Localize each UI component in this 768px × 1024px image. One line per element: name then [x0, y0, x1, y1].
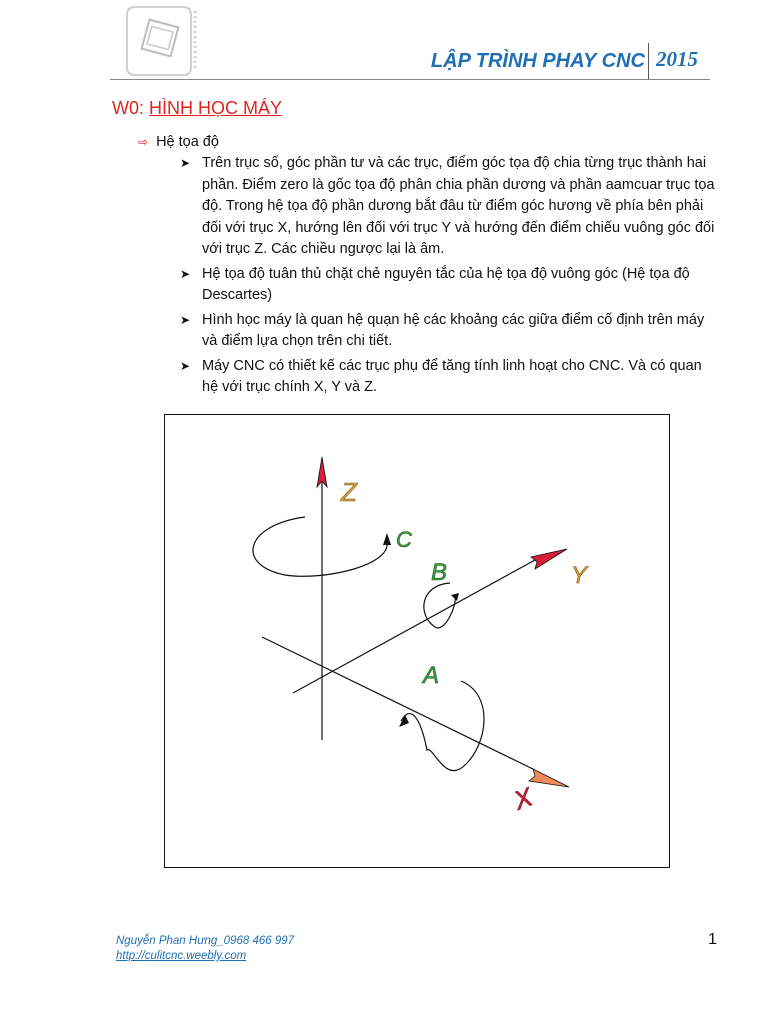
subheading-label: Hệ tọa độ [156, 134, 219, 150]
brand-logo [125, 5, 205, 77]
y-axis-label: Y [571, 562, 588, 589]
section-prefix: W0: [112, 98, 150, 118]
x-axis-arrowhead [529, 769, 569, 787]
x-axis-line [262, 637, 535, 770]
bullet-arrow-icon: ➤ [180, 156, 191, 170]
header-title: LẬP TRÌNH PHAY CNC [430, 50, 645, 72]
section-title [112, 98, 282, 119]
y-axis-arrowhead [531, 549, 567, 569]
footer-link[interactable]: http://culitcnc.weebly.com [116, 950, 247, 962]
header-divider [648, 43, 649, 80]
arrow-right-icon: ⇨ [138, 135, 149, 149]
section-heading: HÌNH HỌC MÁY [149, 98, 283, 118]
z-axis-label: Z [341, 477, 357, 507]
a-axis-label: A [423, 662, 440, 689]
list-item-text: Máy CNC có thiết kế các trục phụ để tăng tính linh hoạt cho CNC. Và có quan hệ với trục chính X, Y và Z. [202, 357, 702, 395]
list-item [180, 310, 720, 353]
machine-axes-figure [164, 414, 670, 868]
footer [116, 934, 294, 964]
list-item-text: Trên trục số, góc phần tư và các trục, điểm góc tọa độ chia từng trục thành hai phần. Điểm zero là gốc tọa độ phân chia phần dương và phần aamcuar trục tọa độ. Trong hệ tọa độ phần dương bắt đâu từ điểm góc hương về phía bên phải đối với trục X, hướng lên đối với trục Y và hướng đến điểm chiếu vuông góc đối với trục Z. Các chiều ngược lại là âm. [202, 155, 715, 257]
footer-author: Nguyễn Phan Hưng_0968 466 997 [116, 935, 295, 947]
bullet-arrow-icon: ➤ [180, 358, 191, 373]
c-rotation-arrowhead [383, 533, 391, 545]
subheading [138, 134, 219, 150]
list-item-text: Hệ tọa độ tuân thủ chặt chẻ nguyên tắc của hệ tọa độ vuông góc (Hệ tọa độ Descartes) [202, 265, 690, 303]
page-number: 1 [708, 931, 717, 948]
c-axis-label: C [396, 527, 412, 552]
list-item [180, 264, 720, 307]
bullet-list [180, 153, 720, 402]
list-item [180, 356, 720, 399]
list-item-text: Hình học máy là quan hệ quạn hệ các khoảng các giữa điểm cố định trên máy và điểm lựa chọn trên chi tiết. [202, 311, 705, 349]
b-rotation-arc [424, 583, 455, 628]
c-rotation-arc [253, 517, 387, 576]
header-year: 2015 [656, 47, 698, 71]
header-rule [110, 79, 710, 80]
list-item [180, 153, 720, 261]
x-axis-label: X [509, 781, 537, 816]
bullet-arrow-icon: ➤ [180, 266, 191, 281]
bullet-arrow-icon: ➤ [180, 312, 191, 327]
y-axis-line [293, 560, 535, 693]
b-axis-label: B [431, 559, 448, 586]
a-rotation-arc [401, 681, 484, 771]
